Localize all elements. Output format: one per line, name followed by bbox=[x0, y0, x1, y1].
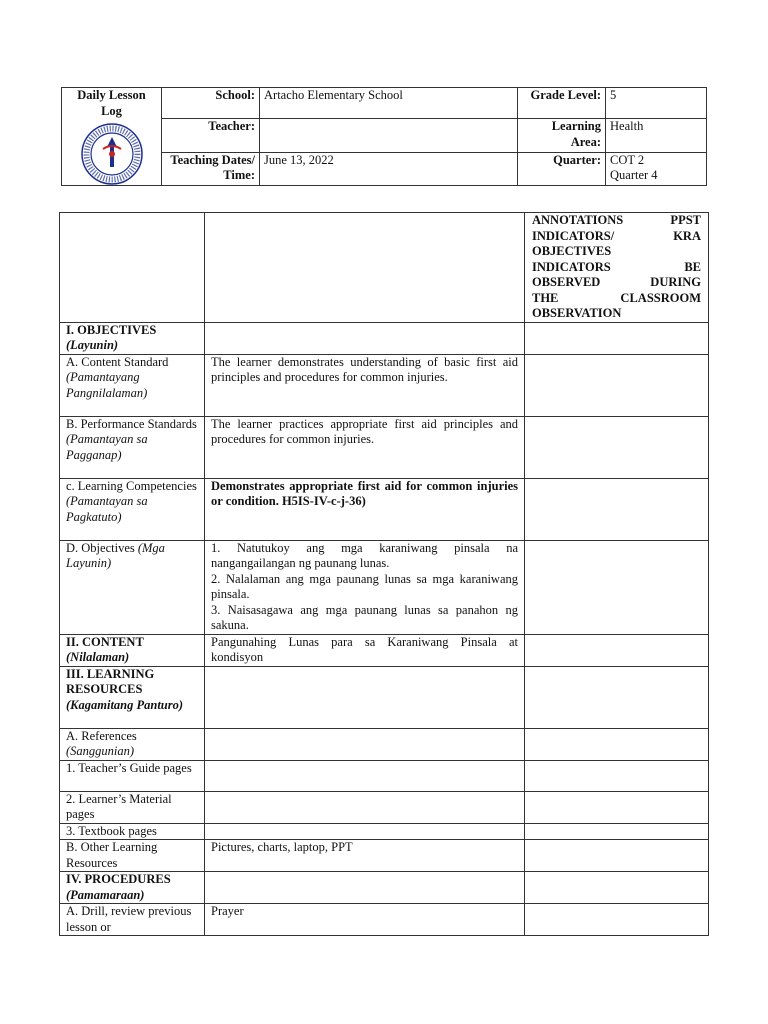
table-row bbox=[60, 354, 709, 416]
annotation-cell bbox=[525, 728, 709, 760]
performance-standards-text: The learner practices appropriate first aid principles and procedures for common injuries. bbox=[205, 416, 525, 478]
annotation-cell bbox=[525, 354, 709, 416]
row-label: A. Drill, review previous lesson or bbox=[60, 904, 205, 936]
annotations-header: ANNOTATIONS PPST INDICATORS/ KRA OBJECTIVES INDICATORS BE OBSERVED DURING THE CLASSROOM OBSERVATION bbox=[525, 213, 709, 323]
empty-cell bbox=[205, 791, 525, 823]
log-title: Daily Lesson Log bbox=[77, 88, 146, 118]
teaching-dates-label: Teaching Dates/ Time: bbox=[162, 152, 260, 185]
content-standard-text: The learner demonstrates understanding of basic first aid principles and procedures for common injuries. bbox=[205, 354, 525, 416]
empty-cell bbox=[205, 823, 525, 840]
table-row bbox=[60, 904, 709, 936]
table-row bbox=[60, 666, 709, 728]
learning-area-value: Health bbox=[606, 119, 707, 152]
row-label: 2. Learner’s Material pages bbox=[60, 791, 205, 823]
section-heading: IV. PROCEDURES (Pamamaraan) bbox=[60, 872, 205, 904]
empty-cell bbox=[205, 872, 525, 904]
header-table bbox=[61, 87, 707, 186]
quarter-value-line-1: COT 2 bbox=[610, 152, 645, 167]
list-item: 2. Nalalaman ang mga paunang lunas sa mga karaniwang pinsala. bbox=[211, 571, 518, 601]
empty-cell bbox=[205, 666, 525, 728]
learning-area-label: Learning Area: bbox=[518, 119, 606, 152]
annotation-cell bbox=[525, 540, 709, 634]
row-label: A. References (Sanggunian) bbox=[60, 728, 205, 760]
annotation-cell bbox=[525, 872, 709, 904]
row-label: A. Content Standard (Pamantayang Pangnilalaman) bbox=[60, 354, 205, 416]
section-heading: III. LEARNING RESOURCES (Kagamitang Panturo) bbox=[60, 666, 205, 728]
objectives-list bbox=[205, 540, 525, 634]
annotation-cell bbox=[525, 760, 709, 791]
table-row bbox=[60, 634, 709, 666]
row-label: c. Learning Competencies (Pamantayan sa Pagkatuto) bbox=[60, 478, 205, 540]
empty-cell bbox=[205, 213, 525, 323]
school-label: School: bbox=[162, 88, 260, 119]
annotation-cell bbox=[525, 666, 709, 728]
school-value: Artacho Elementary School bbox=[260, 88, 518, 119]
row-label: B. Performance Standards (Pamantayan sa Pagganap) bbox=[60, 416, 205, 478]
log-title-cell bbox=[62, 88, 162, 186]
empty-cell bbox=[60, 213, 205, 323]
other-resources-text: Pictures, charts, laptop, PPT bbox=[205, 840, 525, 872]
learning-competencies-text: Demonstrates appropriate first aid for common injuries or condition. H5IS-IV-c-j-36) bbox=[205, 478, 525, 540]
grade-label: Grade Level: bbox=[518, 88, 606, 119]
empty-cell bbox=[205, 322, 525, 354]
row-label: 1. Teacher’s Guide pages bbox=[60, 760, 205, 791]
content-text: Pangunahing Lunas para sa Karaniwang Pinsala at kondisyon bbox=[205, 634, 525, 666]
table-row bbox=[60, 760, 709, 791]
annotation-cell bbox=[525, 840, 709, 872]
row-label: B. Other Learning Resources bbox=[60, 840, 205, 872]
annotation-cell bbox=[525, 823, 709, 840]
section-heading: II. CONTENT (Nilalaman) bbox=[60, 634, 205, 666]
empty-cell bbox=[205, 760, 525, 791]
quarter-label: Quarter: bbox=[518, 152, 606, 185]
section-heading: I. OBJECTIVES (Layunin) bbox=[60, 322, 205, 354]
row-label: D. Objectives (Mga Layunin) bbox=[60, 540, 205, 634]
quarter-value-line-2: Quarter 4 bbox=[610, 168, 658, 183]
teacher-label: Teacher: bbox=[162, 119, 260, 152]
row-label: 3. Textbook pages bbox=[60, 823, 205, 840]
table-row bbox=[60, 416, 709, 478]
table-row bbox=[60, 478, 709, 540]
annotation-cell bbox=[525, 791, 709, 823]
table-row bbox=[60, 791, 709, 823]
quarter-value bbox=[606, 152, 707, 185]
table-row bbox=[60, 540, 709, 634]
table-row bbox=[60, 823, 709, 840]
annotation-cell bbox=[525, 478, 709, 540]
list-item: 1. Natutukoy ang mga karaniwang pinsala na nangangailangan ng paunang lunas. bbox=[211, 540, 518, 570]
drill-text: Prayer bbox=[205, 904, 525, 936]
grade-value: 5 bbox=[606, 88, 707, 119]
annotation-cell bbox=[525, 634, 709, 666]
table-row bbox=[60, 322, 709, 354]
annotations-header-row bbox=[60, 213, 709, 323]
table-row bbox=[60, 728, 709, 760]
teaching-dates-value: June 13, 2022 bbox=[260, 152, 518, 185]
table-row bbox=[60, 872, 709, 904]
empty-cell bbox=[205, 728, 525, 760]
annotation-cell bbox=[525, 904, 709, 936]
deped-seal-icon bbox=[81, 123, 143, 185]
lesson-table bbox=[59, 212, 709, 936]
list-item: 3. Naisasagawa ang mga paunang lunas sa panahon ng sakuna. bbox=[211, 602, 518, 632]
teacher-value bbox=[260, 119, 518, 152]
annotation-cell bbox=[525, 322, 709, 354]
annotation-cell bbox=[525, 416, 709, 478]
table-row bbox=[60, 840, 709, 872]
